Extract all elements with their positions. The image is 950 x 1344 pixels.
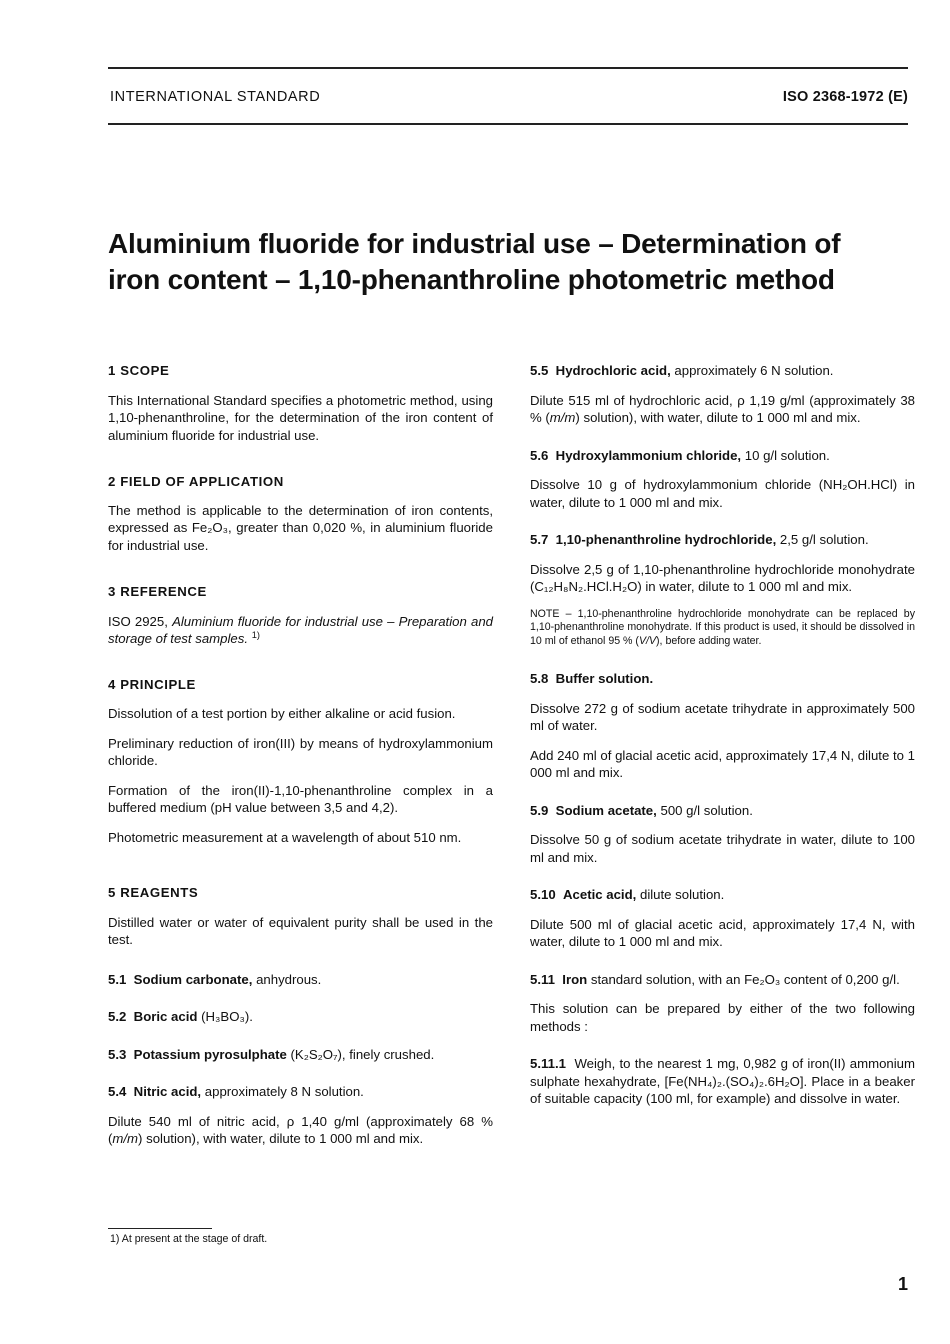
reagent-5-9: 5.9 Sodium acetate, 500 g/l solution.	[530, 802, 753, 818]
reagent-5-1: 5.1 Sodium carbonate, anhydrous.	[108, 971, 322, 987]
reagent-5-7-note: NOTE – 1,10-phenanthroline hydrochloride monohydrate can be replaced by 1,10-phenanthroline monohydrate. If this product is used, it should be dissolved in 10 ml of ethanol 95 % (V/V), before adding water.	[530, 607, 915, 647]
reagent-5-6: 5.6 Hydroxylammonium chloride, 10 g/l solution.	[530, 447, 830, 463]
reagent-5-8-text-2: Add 240 ml of glacial acetic acid, approximately 17,4 N, dilute to 1 000 ml and mix.	[530, 747, 915, 780]
title-line-2: iron content – 1,10-phenanthroline photometric method	[108, 264, 835, 295]
reagent-5-5-text: Dilute 515 ml of hydrochloric acid, ρ 1,19 g/ml (approximately 38 % (m/m) solution), with water, dilute to 1 000 ml and mix.	[530, 392, 915, 425]
reagent-5-11-1: 5.11.1 Weigh, to the nearest 1 mg, 0,982 g of iron(II) ammonium sulphate hexahydrate, [Fe(NH₄)₂.(SO₄)₂.6H₂O]. Place in a beaker of suitable capacity (100 ml, for example) and dissolve in water.	[530, 1056, 915, 1106]
reagents-intro: Distilled water or water of equivalent purity shall be used in the test.	[108, 914, 493, 947]
section-2-text: The method is applicable to the determination of iron contents, expressed as Fe₂O₃, greater than 0,020 %, in aluminium fluoride for industrial use.	[108, 502, 493, 553]
reagent-5-7-text: Dissolve 2,5 g of 1,10-phenanthroline hydrochloride monohydrate (C₁₂H₈N₂.HCl.H₂O) in water, dilute to 1 000 ml and mix.	[530, 561, 915, 594]
reagent-5-8: 5.8 Buffer solution.	[530, 671, 654, 686]
document-type-label: INTERNATIONAL STANDARD	[110, 89, 321, 105]
page-number: 1	[897, 1274, 908, 1294]
reagent-5-4-text: Dilute 540 ml of nitric acid, ρ 1,40 g/ml (approximately 68 % (m/m) solution), with water, dilute to 1 000 ml and mix.	[108, 1113, 493, 1146]
footnote: 1) At present at the stage of draft.	[110, 1233, 268, 1245]
section-5-heading: 5 REAGENTS	[108, 885, 199, 900]
reagent-5-6-text: Dissolve 10 g of hydroxylammonium chloride (NH₂OH.HCl) in water, dilute to 1 000 ml and mix.	[530, 477, 915, 510]
principle-complex: Formation of the iron(II)-1,10-phenanthroline complex in a buffered medium (pH value between 3,5 and 4,2).	[108, 782, 493, 815]
left-column	[108, 362, 493, 1148]
title-line-1: Aluminium fluoride for industrial use – Determination of	[108, 228, 841, 259]
right-column	[530, 362, 915, 1108]
reagent-5-7: 5.7 1,10-phenanthroline hydrochloride, 2,5 g/l solution.	[530, 532, 869, 547]
reagent-5-10-text: Dilute 500 ml of glacial acetic acid, approximately 17,4 N, with water, dilute to 1 000 ml and mix.	[530, 916, 915, 949]
reagent-5-9-text: Dissolve 50 g of sodium acetate trihydrate in water, dilute to 100 ml and mix.	[530, 832, 915, 865]
section-1-heading: 1 SCOPE	[108, 363, 170, 378]
reagent-5-11: 5.11 Iron standard solution, with an Fe₂O₃ content of 0,200 g/l.	[530, 971, 900, 987]
reagent-5-2: 5.2 Boric acid (H₃BO₃).	[108, 1009, 253, 1024]
footnote-rule	[108, 1228, 212, 1229]
header-bottom-rule	[108, 123, 908, 125]
reagent-5-4: 5.4 Nitric acid, approximately 8 N solution.	[108, 1084, 364, 1099]
header-top-rule	[108, 67, 908, 69]
reagent-5-11-text: This solution can be prepared by either of the two following methods :	[530, 1001, 915, 1034]
section-2-heading: 2 FIELD OF APPLICATION	[108, 474, 284, 489]
reagent-5-5: 5.5 Hydrochloric acid, approximately 6 N solution.	[530, 363, 834, 378]
reagent-5-8-text-1: Dissolve 272 g of sodium acetate trihydrate in approximately 500 ml of water.	[530, 700, 915, 733]
principle-dissolution: Dissolution of a test portion by either alkaline or acid fusion.	[108, 706, 456, 721]
reagent-5-10: 5.10 Acetic acid, dilute solution.	[530, 887, 725, 902]
principle-measurement: Photometric measurement at a wavelength of about 510 nm.	[108, 829, 462, 845]
section-1-text: This International Standard specifies a photometric method, using 1,10-phenanthroline, for the determination of the iron content of aluminium fluoride for industrial use.	[108, 392, 493, 443]
page-title	[108, 226, 908, 298]
reagent-5-3: 5.3 Potassium pyrosulphate (K₂S₂O₇), finely crushed.	[108, 1046, 435, 1062]
section-3-heading: 3 REFERENCE	[108, 584, 207, 599]
footnote-ref: 1)	[251, 630, 260, 640]
principle-reduction: Preliminary reduction of iron(III) by means of hydroxylammonium chloride.	[108, 735, 493, 768]
section-4-heading: 4 PRINCIPLE	[108, 676, 196, 692]
document-number: ISO 2368-1972 (E)	[782, 89, 908, 105]
section-3-text: ISO 2925, Aluminium fluoride for industrial use – Preparation and storage of test samples. $^{1)}$	[108, 613, 493, 646]
